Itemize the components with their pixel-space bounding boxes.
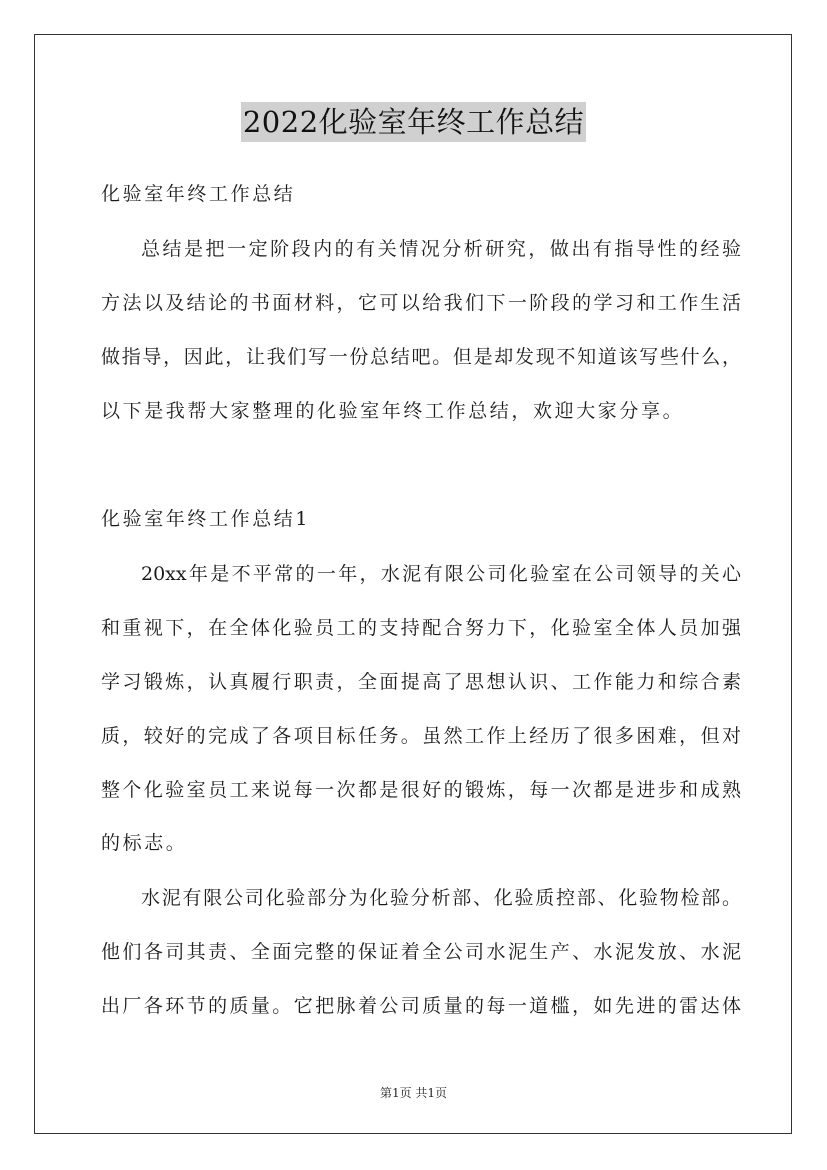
paragraph-line: 水泥有限公司化验部分为化验分析部、化验质控部、化验物检部。 — [141, 887, 741, 909]
paragraph-line: 以下是我帮大家整理的化验室年终工作总结，欢迎大家分享。 — [101, 400, 685, 422]
paragraph-line: 质，较好的完成了各项目标任务。虽然工作上经历了很多困难，但对 — [101, 725, 741, 747]
paragraph-line: 总结是把一定阶段内的有关情况分析研究，做出有指导性的经验 — [141, 238, 741, 260]
paragraph-line: 出厂各环节的质量。它把脉着公司质量的每一道槛，如先进的雷达体 — [101, 995, 741, 1017]
paragraph-line: 整个化验室员工来说每一次都是很好的锻炼，每一次都是进步和成熟 — [101, 779, 741, 801]
document-title: 2022化验室年终工作总结 — [241, 102, 586, 142]
paragraph-line: 学习锻炼，认真履行职责，全面提高了思想认识、工作能力和综合素 — [101, 671, 741, 693]
paragraph-line: 的标志。 — [101, 832, 188, 854]
paragraph-line: 和重视下，在全体化验员工的支持配合努力下，化验室全体人员加强 — [101, 617, 741, 639]
paragraph-line: 他们各司其责、全面完整的保证着全公司水泥生产、水泥发放、水泥 — [101, 941, 741, 963]
paragraph-line: 做指导，因此，让我们写一份总结吧。但是却发现不知道该写些什么， — [101, 346, 741, 368]
paragraph-line: 方法以及结论的书面材料，它可以给我们下一阶段的学习和工作生活 — [101, 292, 741, 314]
paragraph-line: 20xx年是不平常的一年，水泥有限公司化验室在公司领导的关心 — [141, 563, 741, 585]
title-container — [0, 102, 827, 142]
section-heading: 化验室年终工作总结1 — [101, 508, 311, 530]
section-heading: 化验室年终工作总结 — [101, 183, 296, 205]
page-footer: 第1页 共1页 — [379, 1086, 448, 1100]
